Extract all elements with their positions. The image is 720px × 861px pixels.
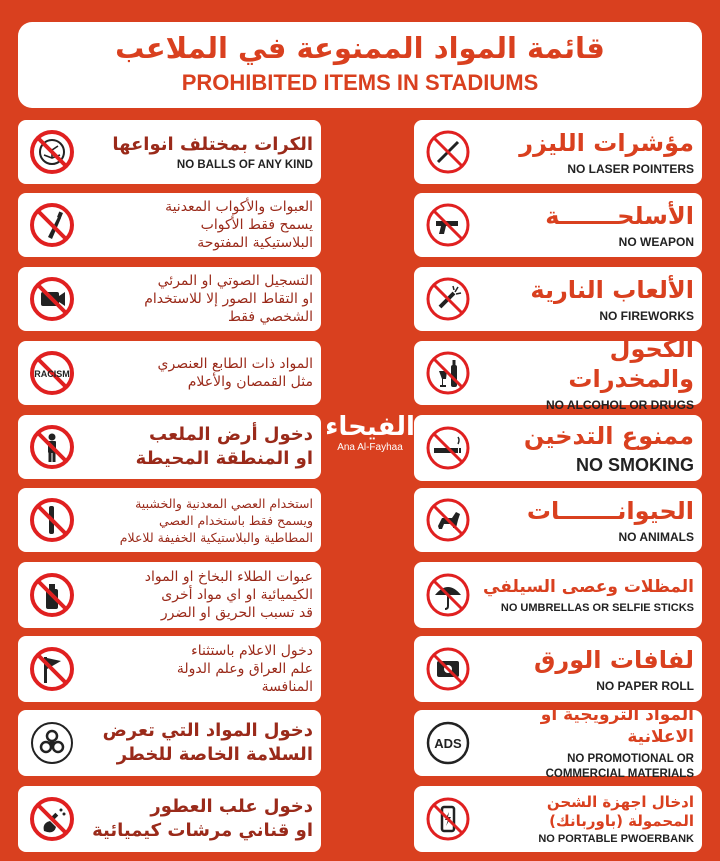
item-label-ar-1: دخول المواد التي تعرض <box>102 720 313 741</box>
page-title-en: PROHIBITED ITEMS IN STADIUMS <box>181 70 539 95</box>
item-label-ar: المظلات وعصى السيلفي <box>483 577 694 597</box>
item-label-ar-1: دخول الاعلام باستثناء <box>191 643 313 659</box>
firework-icon <box>424 275 472 323</box>
item-label-ar: الحيوانـــــــات <box>526 497 694 525</box>
item-label-en: NO PAPER ROLL <box>596 679 694 693</box>
item-label-ar: الألعاب النارية <box>530 276 694 304</box>
item-card-smoking <box>414 415 702 481</box>
bottle-icon <box>28 201 76 249</box>
item-label-ar: المواد الترويجية او الاعلانية <box>540 705 694 747</box>
item-card-alcohol <box>414 335 702 412</box>
item-label-ar: الكرات بمختلف انواعها <box>112 134 313 155</box>
item-label-ar-2: مثل القمصان والأعلام <box>187 374 313 390</box>
item-card-animals <box>414 488 702 552</box>
item-label-ar-1: المواد ذات الطابع العنصري <box>157 356 313 372</box>
powerbank-icon <box>424 795 472 843</box>
item-label-ar-3: قد تسبب الحريق او الضرر <box>160 605 313 621</box>
watermark-logo <box>300 412 440 453</box>
item-label-ar-3: المنافسة <box>261 679 313 695</box>
item-label-en-2: COMMERCIAL MATERIALS <box>545 768 694 780</box>
gun-icon <box>424 201 472 249</box>
item-label-ar-2: علم العراق وعلم الدولة <box>176 661 313 677</box>
item-label-ar-1: العبوات والأكواب المعدنية <box>165 199 313 215</box>
paper-roll-icon <box>424 645 472 693</box>
item-card-flags <box>18 636 321 702</box>
item-label-ar-1: عبوات الطلاء البخاخ او المواد <box>144 569 313 585</box>
person-icon <box>28 423 76 471</box>
item-card-sticks <box>18 488 321 552</box>
item-card-ads <box>414 705 702 780</box>
racism-icon-label: RACISM <box>34 369 70 379</box>
item-card-laser <box>414 120 702 184</box>
item-label-en: NO ALCOHOL OR DRUGS <box>545 398 694 412</box>
watermark-ar: الفيحاء <box>325 412 415 442</box>
umbrella-icon <box>424 571 472 619</box>
item-card-bottles <box>18 193 321 257</box>
item-label-ar: الأسلحـــــــة <box>545 202 694 230</box>
item-label-ar-3: البلاستيكية المفتوحة <box>197 235 313 251</box>
flag-icon <box>28 645 76 693</box>
alcohol-icon <box>424 349 472 397</box>
ball-icon <box>28 128 76 176</box>
item-label-ar-2: السلامة الخاصة للخطر <box>116 744 313 765</box>
item-label-ar-2: المحمولة (باوربانك) <box>549 812 694 830</box>
item-label-ar-1: التسجيل الصوتي او المرئي <box>157 273 313 289</box>
stick-icon <box>28 496 76 544</box>
item-label-ar-2: يسمح فقط الأكواب <box>200 217 313 233</box>
item-card-fireworks <box>414 267 702 331</box>
item-card-racism <box>18 341 321 405</box>
item-label-en: NO PORTABLE PWOERBANK <box>538 833 694 845</box>
item-label-en: NO SMOKING <box>575 454 694 475</box>
page-title-ar: قائمة المواد الممنوعة في الملاعب <box>115 31 605 65</box>
item-label-en: NO FIREWORKS <box>599 309 694 323</box>
item-card-weapon <box>414 193 702 257</box>
item-label-ar: مؤشرات الليزر <box>519 129 694 157</box>
animal-icon <box>424 496 472 544</box>
item-card-paper-roll <box>414 636 702 702</box>
spray-icon <box>28 571 76 619</box>
laser-icon <box>424 128 472 176</box>
item-label-ar-2: الكيميائية او اي مواد أخرى <box>161 587 313 603</box>
item-label-en: NO UMBRELLAS OR SELFIE STICKS <box>500 602 694 614</box>
item-label-ar-3: الشخصي فقط <box>227 309 313 325</box>
item-label-ar-1: استخدام العصي المعدنية والخشبية <box>135 495 313 511</box>
item-card-balls <box>18 120 321 184</box>
header-banner <box>18 22 702 108</box>
item-label-ar: الكحول والمخدرات <box>568 335 694 393</box>
item-card-recording <box>18 267 321 331</box>
watermark-en: Ana Al-Fayhaa <box>337 442 403 453</box>
perfume-icon <box>28 795 76 843</box>
item-label-ar-2: او قناني مرشات كيميائية <box>92 820 313 841</box>
item-label-ar-1: ادخال اجهزة الشحن <box>546 793 694 811</box>
item-label-ar-3: المطاطية والبلاستيكية الخفيفة للاعلام <box>119 529 313 545</box>
item-label-ar-2: او المنطقة المحيطة <box>135 448 313 469</box>
item-card-spray <box>18 562 321 628</box>
item-card-umbrella <box>414 562 702 628</box>
item-label-en: NO ANIMALS <box>618 530 694 544</box>
item-label-ar-1: دخول علب العطور <box>150 796 313 817</box>
item-label-en-1: NO PROMOTIONAL OR <box>567 753 694 765</box>
item-card-perfume <box>18 786 321 852</box>
racism-icon <box>28 349 76 397</box>
item-label-en: NO LASER POINTERS <box>567 162 694 176</box>
ads-icon-label: ADS <box>434 736 462 751</box>
ads-icon <box>424 719 472 767</box>
item-label-ar-1: دخول أرض الملعب <box>149 424 313 445</box>
item-label-ar-2: او التقاط الصور إلا للاستخدام <box>144 291 313 307</box>
item-card-powerbank <box>414 786 702 852</box>
camera-icon <box>28 275 76 323</box>
item-label-en: NO WEAPON <box>618 235 694 249</box>
biohazard-icon <box>28 719 76 767</box>
item-label-ar: لفافات الورق <box>533 646 694 674</box>
item-card-hazard <box>18 710 321 776</box>
item-card-pitch <box>18 415 321 479</box>
item-label-ar: ممنوع التدخين <box>523 421 694 450</box>
item-label-en: NO BALLS OF ANY KIND <box>176 159 313 171</box>
item-label-ar-2: ويسمح فقط باستخدام العصي <box>159 512 313 528</box>
